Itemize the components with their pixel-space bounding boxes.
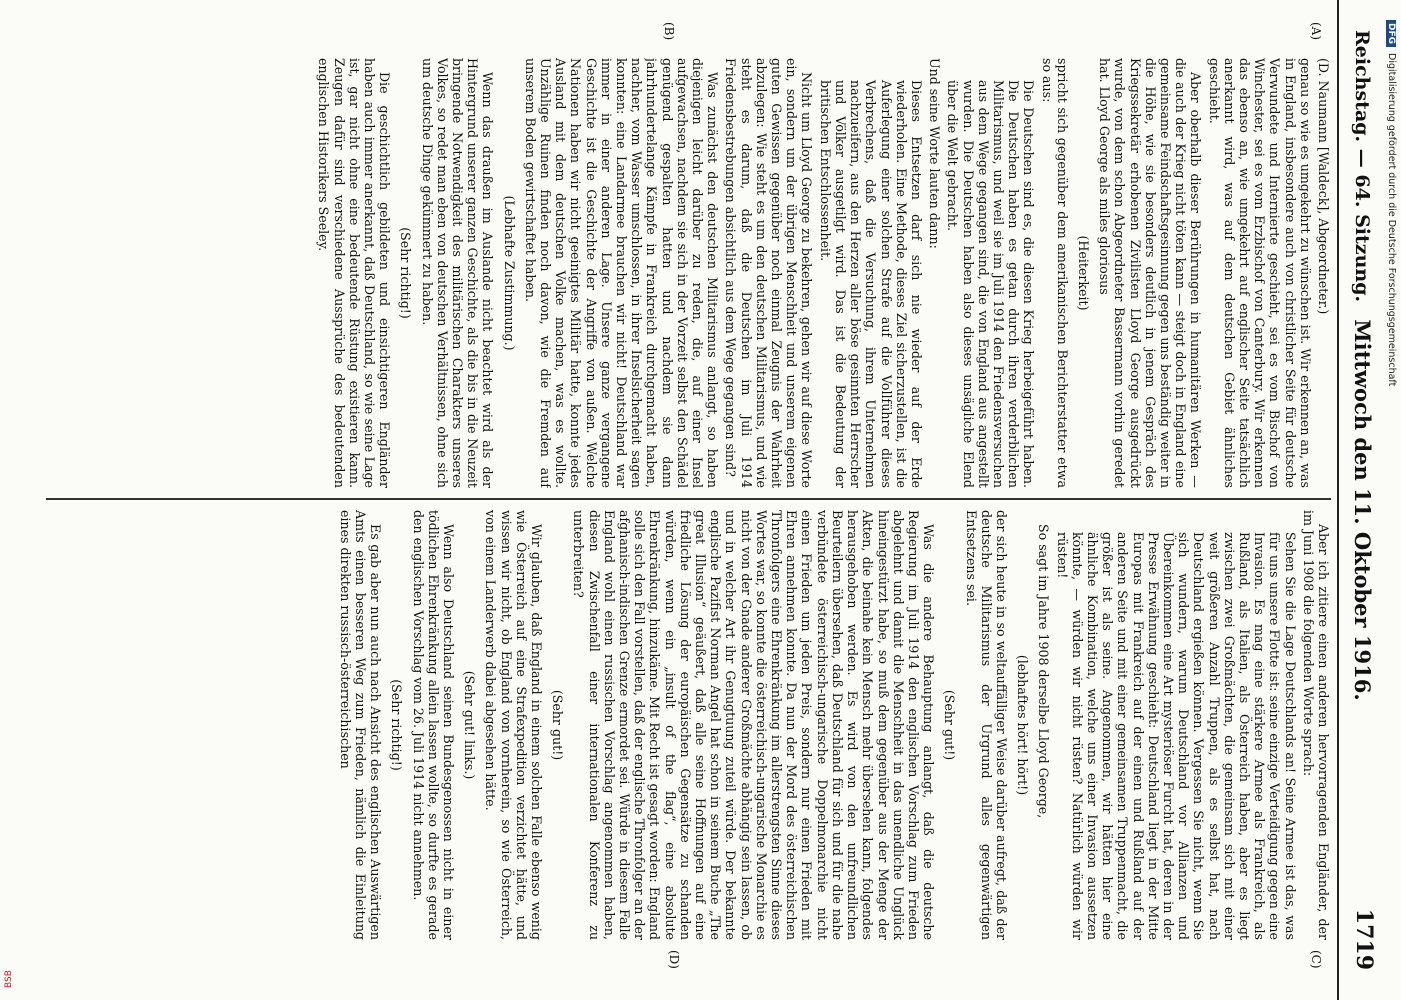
paragraph: Aber oberhalb dieser Berührungen in humanitären Werken — die auch der Krieg nicht töten kann — steigt doch in England eine gemeinsame Feindschaftsgesinnung gegen uns beständig weiter in die Höhe, wie sie besonders deutlich in jenem Gespräch des Kriegssekretär erhobenen Zivilisten Lloyd George ausgedrückt wurde, von dem schon Abgeordneter Bassermann vorhin geredet hat. Lloyd George als miles gloriosus: [1097, 58, 1204, 488]
paragraph: Es gab aber nun auch nach Ansicht des englischen Auswärtigen Amts einen besseren Weg zum Frieden, nämlich die Einleitung eines direkten russisch-österreichischen: [337, 510, 384, 940]
bsb-stamp: [4, 948, 18, 988]
paragraph: Und seine Worte lauten dann:: [927, 58, 943, 249]
right-column: [46, 510, 1331, 940]
paragraph: So sagt im Jahre 1908 derselbe Lloyd George,: [1036, 524, 1052, 819]
reaction: (Sehr richtig!): [398, 227, 414, 319]
reaction: (Sehr richtig!): [389, 679, 405, 771]
paragraph: Wenn das draußen im Auslande nicht beachtet wird als der Hintergrund unserer ganzen Geschichte, als die bis in die Neuzeit bringende Notwendigkeit des militärischen Charakters unseres Volkes, so redet man eben von deutschen Verhältnissen, ohne sich um deutsche Dinge gekümmert zu haben.: [419, 58, 496, 488]
speaker-line: (D. Naumann [Waldeck], Abgeordneter.): [1316, 58, 1331, 315]
paragraph: Aber ich zitiere einen anderen hervorragenden Engländer, der im Juni 1908 die folgenden Worte sprach:: [1300, 510, 1331, 940]
paragraph: Wenn also Deutschland seinen Bundesgenossen nicht in einer tödlichen Ehrenkränkung allein lassen wollte, so durfte es gerade den englischen Vorschlag vom 26. Juli 1914 nicht annehmen.: [410, 510, 457, 940]
margin-mark-b: (B): [662, 22, 676, 41]
quotation: Dieses Entsetzen darf sich nie wieder auf der Erde wiederholen. Eine Methode, dieses Ziel sicherzustellen, ist die Auferlegung einer solchen Strafe auf die Vollführer dieses Verbrechens, daß die Versuchung, ihrem Unternehmen nachzueifern, aus den Herzen aller böse gesinnten Herrscher und Völker ausgetilgt wird. Das ist die Bedeutung der britischen Entschlossenheit.: [817, 80, 924, 488]
left-column: [46, 58, 1331, 488]
reaction: (Sehr gut! links.): [462, 670, 478, 780]
paragraph: der sich heute in so weltauffälliger Weise darüber aufregt, daß der deutsche Militarismus der Urgrund alles gegenwärtigen Entsetzens sei.: [963, 510, 1009, 940]
paragraph: genau so wie es umgekehrt zu wünschen ist. Wir erkennen an, was in England, insbesondere auch von christlicher Seite für deutsche Verwundete und Internierte geschieht, sei es vom Bischof von Winchester, sei es vom Erzbischof von Canterbury. Wir erkennen das ebenso an, wie umgekehrt auf englischer Seite tatsächlich anerkannt wird, was auf dem deutschen Gebiet ähnliches geschieht.: [1206, 58, 1313, 488]
margin-mark-d: (D): [667, 950, 681, 969]
dfg-logo: DFG: [1386, 20, 1396, 47]
quotation: Die Deutschen sind es, die diesen Krieg herbeigeführt haben. Die Deutschen haben es getan durch ihren verderblichen Militarismus, und weil sie im Juli 1914 den Friedensversuchen aus dem Wege gegangen sind, die von England aus angestellt wurden. Die Deutschen haben also dieses unsägliche Elend über die Welt gebracht.: [945, 80, 1037, 488]
page-number: 1719: [1351, 908, 1377, 970]
reaction: (Lebhafte Zustimmung.): [501, 195, 517, 351]
header-date: Mittwoch den 11. Oktober 1916.: [1350, 319, 1375, 701]
reaction: (Sehr gut!): [942, 689, 958, 761]
dfg-stamp: [1381, 20, 1397, 980]
reaction: (Sehr gut!): [550, 689, 566, 761]
rotated-page-content: [31, 0, 1401, 1000]
margin-mark-a: (A): [1309, 22, 1323, 41]
paragraph: spricht sich gegenüber dem amerikanischen Berichterstatter etwa so aus:: [1039, 58, 1070, 488]
paragraph: Was zunächst den deutschen Militarismus anlangt, so haben diejenigen leicht darüber zu reden, die, auf einer Insel aufgewachsen, nachdem sie sich in der Vorzeit selbst den Schädel genügend gespalten hatten und nachdem sie dann jahrhundertelange Kämpfe in Frankreich durchgemacht haben, nachher, vom Wasser umschlossen, in ihrer Inselsicherheit sagen konnten: eine Landarmee brauchen wir nicht! Deutschland war immer in einer anderen Lage. Unsere ganze vergangene Geschichte ist die Geschichte der Angriffe von außen. Welche Nationen haben wir nicht geeinigtes Militär hatte, konnte jedes Ausland mit dem deutschen Volke machen, was es wollte. Unzählige Ruinen finden noch davon, wie die Fremden auf unserem Boden gewirtschaftet haben.: [522, 58, 721, 488]
dfg-funding-note: Digitalisierung gefördert durch die Deutsche Forschungsgemeinschaft: [1386, 53, 1397, 387]
dfg-stamp-text: [1381, 20, 1397, 980]
paragraph: Wir glauben, daß England in einem solchen Falle ebenso wenig wie Österreich auf eine Strafexpedition verzichtet hätte, und wissen wir nicht, ob England von vornherein, so wie Österreich, von einem Landerwerb dabei abgesehen hätte.: [483, 510, 545, 940]
margin-mark-c: (C): [1309, 950, 1323, 969]
header-left: Reichstag. — 64. Sitzung.: [1351, 30, 1373, 303]
paragraph: Was die andere Behauptung anlangt, daß die deutsche Regierung im Juli 1914 den englischen Vorschlag zum Frieden abgelehnt und damit die Menschheit in das unendliche Unglück hineingestürzt habe, so muß dem gegenüber aus der Menge der Akten, die beinahe kein Mensch mehr übersehen kann, folgendes herausgehoben werden. Es wird von den unfreundlichen Beurteilern übersehen, daß Deutschland für sich und für die nahe verbündete österreichisch-ungarische Doppelmonarchie nicht einen Frieden um jeden Preis, sondern nur einen Frieden mit Ehren annehmen konnte. Da nun der Mord des österreichischen Thronfolgers eine Ehrenkränkung im allerstrengsten Sinne dieses Wortes war, so konnte die österreichisch-ungarische Monarchie es nicht von der Gnade anderer Großmächte abhängig sein lassen, ob und in welcher Art ihr Genugtuung zuteil würde. Der bekannte englische Pazifist Norman Angel hat schon in seinem Buche „The great Illusion“ geäußert, daß alle seine Hoffnungen auf eine friedliche Lösung der europäischen Gegensätze zu schanden würden, wenn ein „insult of the flag“, eine absolute Ehrenkränkung, hinzukäme. Mit Recht ist gesagt worden: England solle sich den Fall vorstellen, daß der englische Thronfolger an der afghanisch-indischen Grenze ermordet sei. Würde in diesem Falle England wohl einen russischen Vorschlag angenommen haben, diesen Zwischenfall einer internationalen Konferenz zu unterbreiten?: [571, 510, 937, 940]
bsb-label: BSB: [4, 970, 14, 988]
reaction: (Heiterkeit): [1075, 235, 1091, 311]
paragraph: Die geschichtlich gebildeten und einsichtigeren Engländer haben auch immer anerkannt, daß Deutschland, so wie seine Lage ist, gar nicht ohne eine bedeutende Rüstung existieren kann. Zeugen dafür sind verschiedene Aussprüche des bedeutenden englischen Historikers Seeley.: [316, 58, 393, 488]
quotation: Sehen Sie die Lage Deutschlands an! Seine Armee ist das, was für uns unsere Flotte ist: seine einzige Verteidigung gegen eine Invasion. Es mag eine stärkere Armee als Frankreich, als Rußland, als Italien, als Österreich haben, aber es liegt zwischen zwei Großmächten, die gemeinsam sich mit einer weit größeren Anzahl Truppen, als es selbst hat, nach Deutschland ergießen können. Vergessen Sie nicht, wenn Sie sich wundern, warum Deutschland vor Allianzen und Übereinkommen eine Art mysteriöser Furcht hat, deren in der Presse Erwähnung geschieht: Deutschland liegt in der Mitte Europas mit Frankreich auf der einen und Rußland auf der anderen Seite und mit einer gemeinsamen Truppenmacht, die größer ist als seine. Angenommen, wir hätten hier eine ähnliche Kombination, welche uns einer Invasion aussetzen könnte, — würden wir nicht rüsten? Natürlich würden wir rüsten!: [1054, 532, 1298, 940]
column-divider: [46, 498, 1331, 500]
reaction: (lebhaftes hört! hört!): [1015, 654, 1031, 796]
paragraph: Nicht um Lloyd George zu bekehren, gehen wir auf diese Worte ein, sondern um der übrigen Menschheit und unserem eigenen guten Gewissen gegenüber noch einmal Zeugnis der Wahrheit abzulegen: Wie steht es um den deutschen Militarismus, und wie steht es darum, daß die Deutschen im Juli 1914 Friedensbestrebungen absichtlich aus dem Wege gegangen sind?: [723, 58, 815, 488]
